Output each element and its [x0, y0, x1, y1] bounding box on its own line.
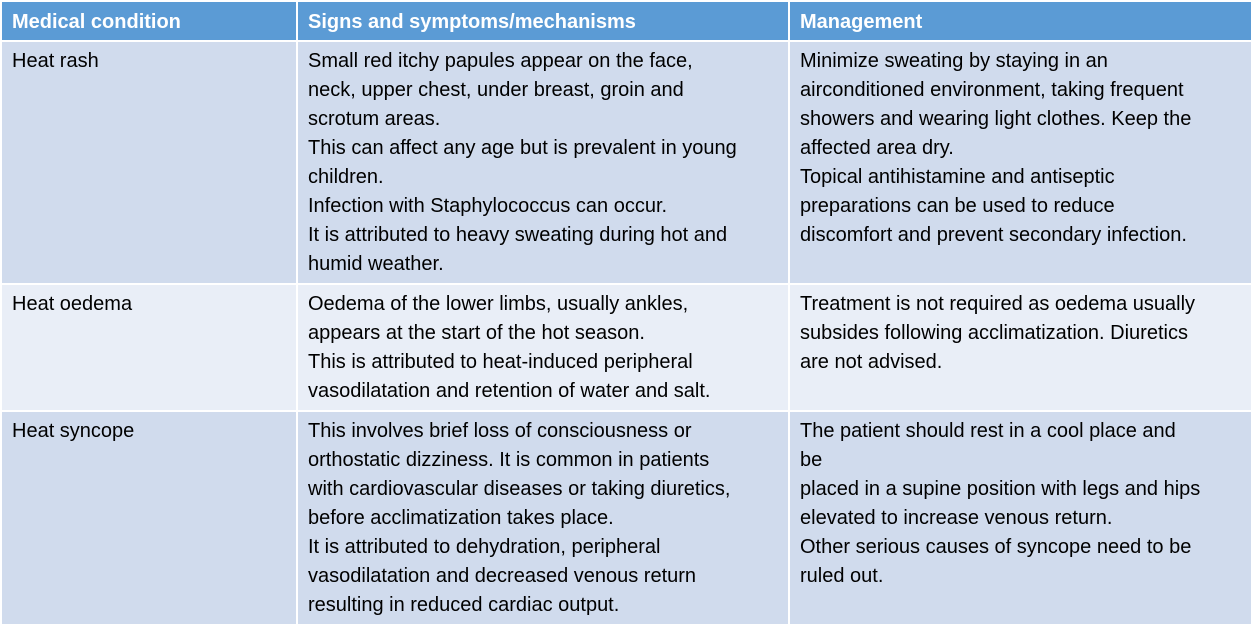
header-signs-symptoms: Signs and symptoms/mechanisms [297, 1, 789, 41]
signs-line: orthostatic dizziness. It is common in patients [308, 449, 710, 471]
table-body [1, 41, 1252, 625]
table-row [1, 41, 1252, 284]
management-line: be [800, 449, 823, 471]
management-line: Minimize sweating by staying in an [800, 50, 1108, 72]
management-line: ruled out. [800, 565, 884, 587]
signs-line: Small red itchy papules appear on the face, [308, 50, 693, 72]
header-management: Management [789, 1, 1252, 41]
condition-cell: Heat oedema [1, 284, 297, 411]
management-line: Treatment is not required as oedema usually [800, 293, 1196, 315]
management-line: are not advised. [800, 351, 943, 373]
management-line: subsides following acclimatization. Diuretics [800, 322, 1188, 344]
signs-line: children. [308, 166, 384, 188]
signs-cell [297, 411, 789, 625]
signs-line: This involves brief loss of consciousness or [308, 420, 692, 442]
signs-cell [297, 41, 789, 284]
management-line: The patient should rest in a cool place and [800, 420, 1176, 442]
management-line: affected area dry. [800, 137, 954, 159]
signs-line: with cardiovascular diseases or taking diuretics, [308, 478, 731, 500]
signs-line: vasodilatation and decreased venous return [308, 565, 697, 587]
signs-line: humid weather. [308, 253, 444, 275]
signs-line: Infection with Staphylococcus can occur. [308, 195, 668, 217]
management-line: Topical antihistamine and antiseptic [800, 166, 1115, 188]
signs-line: scrotum areas. [308, 108, 441, 130]
management-line: Other serious causes of syncope need to be [800, 536, 1192, 558]
management-line: preparations can be used to reduce [800, 195, 1115, 217]
management-line: placed in a supine position with legs and hips [800, 478, 1201, 500]
signs-line: vasodilatation and retention of water and salt. [308, 380, 711, 402]
condition-cell: Heat rash [1, 41, 297, 284]
management-line: discomfort and prevent secondary infection. [800, 224, 1187, 246]
table-row [1, 284, 1252, 411]
condition-cell: Heat syncope [1, 411, 297, 625]
management-cell [789, 41, 1252, 284]
signs-line: neck, upper chest, under breast, groin and [308, 79, 684, 101]
signs-line: This can affect any age but is prevalent in young [308, 137, 737, 159]
signs-line: It is attributed to dehydration, peripheral [308, 536, 661, 558]
signs-line: before acclimatization takes place. [308, 507, 614, 529]
management-cell [789, 284, 1252, 411]
management-line: showers and wearing light clothes. Keep the [800, 108, 1192, 130]
signs-line: appears at the start of the hot season. [308, 322, 645, 344]
table-row [1, 411, 1252, 625]
signs-line: Oedema of the lower limbs, usually ankles, [308, 293, 689, 315]
management-line: airconditioned environment, taking frequent [800, 79, 1184, 101]
signs-line: This is attributed to heat-induced peripheral [308, 351, 693, 373]
header-medical-condition: Medical condition [1, 1, 297, 41]
management-line: elevated to increase venous return. [800, 507, 1113, 529]
signs-line: It is attributed to heavy sweating during hot and [308, 224, 728, 246]
table-header-row [1, 1, 1252, 41]
management-cell [789, 411, 1252, 625]
signs-cell [297, 284, 789, 411]
signs-line: resulting in reduced cardiac output. [308, 594, 620, 616]
